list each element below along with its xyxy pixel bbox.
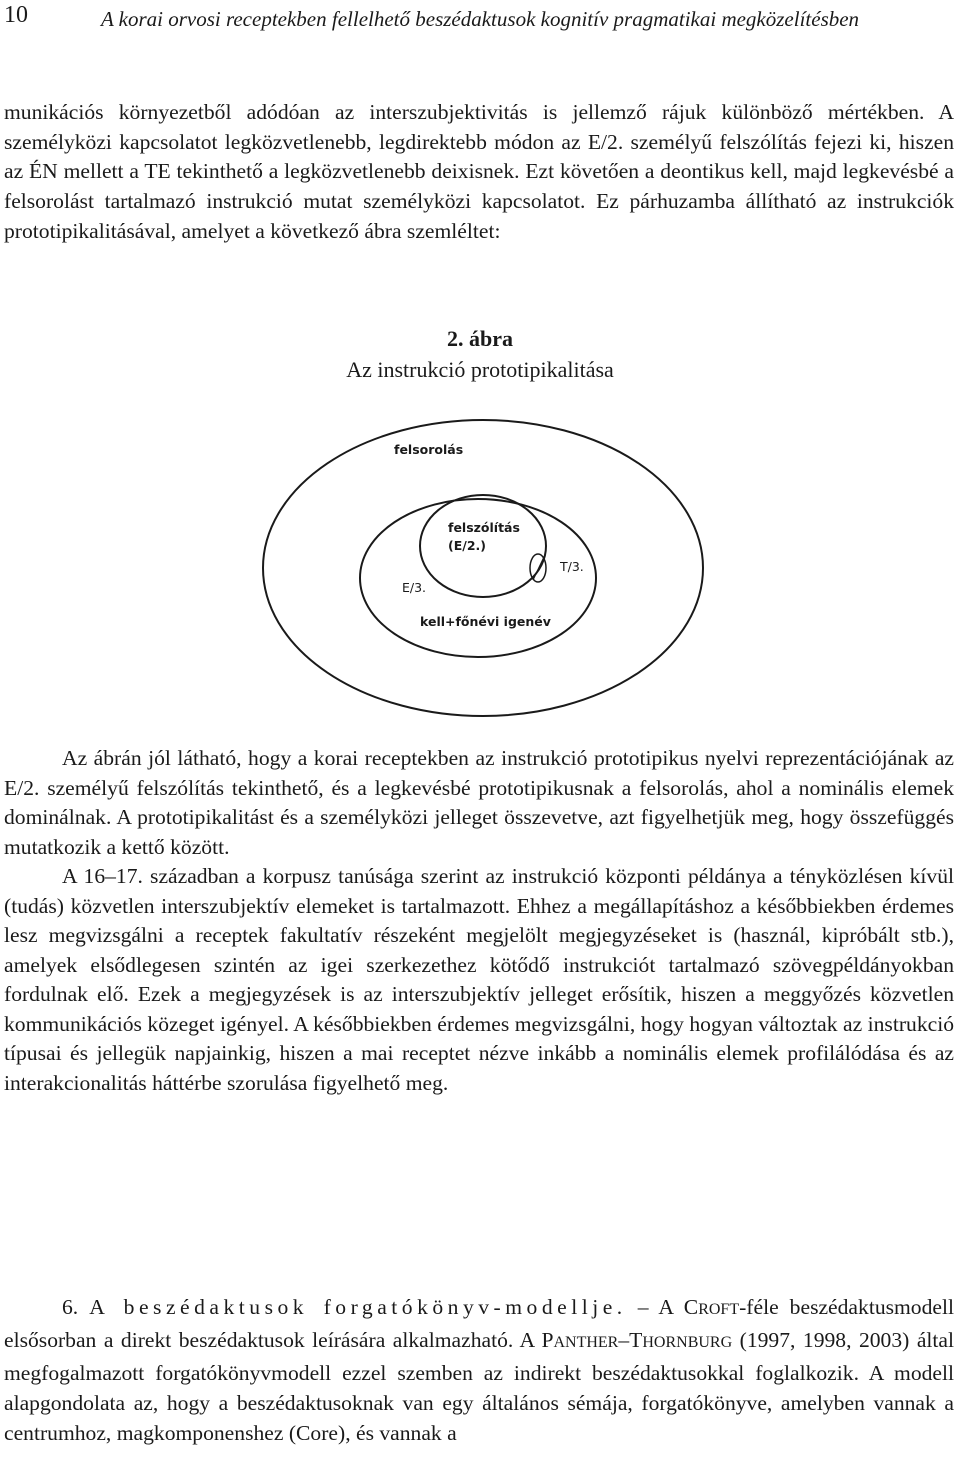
author-thornburg: THORNBURG [629, 1328, 733, 1352]
label-e2: (E/2.) [448, 538, 486, 553]
label-e3: E/3. [402, 580, 427, 595]
prototypicality-diagram [0, 380, 960, 740]
section-heading: A beszédaktusok forgatókönyv-modellje. [89, 1295, 627, 1319]
page-number: 10 [4, 2, 28, 28]
section-number: 6. [62, 1295, 79, 1319]
running-title: A korai orvosi receptekben fellelhető beszédaktusok kognitív pragmatikai megközelítésben [100, 7, 860, 31]
label-t3: T/3. [560, 559, 584, 574]
paragraph-corpus: A 16–17. században a korpusz tanúsága szerint az instrukció központi példánya a tényközlésen kívül (tudás) közvetlen interszubjektív elemeket is tartalmazott. Ehhez a megállapításhoz a későbbiekben érdemes lesz megvizsgálni a receptek fakultatív részeként megjelölt megjegyzéseket is (használ, kipróbált stb.), amelyek elsődlegesen szintén az igei szerkezethez kötődő instrukciót tartalmazó szövegpéldányokban fordulnak elő. Ezek a megjegyzések is az interszubjektív jelleget erősítik, hiszen a meggyőzés közvetlen kommunikációs közeget igényel. A későbbiekben érdemes megvizsgálni, hogy hogyan változtak az instrukció típusai és jellegük napjainkig, hiszen a mai receptet nézve inkább a nominális elemek profilálódása és az interakcionalitás háttérbe szorulása figyelhető meg. [4, 864, 954, 1095]
label-felszolitas: felszólítás [448, 520, 520, 535]
figure-label: 2. ábra [447, 326, 513, 351]
body-text-after-figure [4, 744, 954, 1098]
paragraph-figure-comment: Az ábrán jól látható, hogy a korai receptekben az instrukció prototipikus nyelvi reprezentációjának az E/2. személyű felszólítás tekinthető, és a legkevésbé prototipikusnak a felsorolás, ahol a nominális elemek dominálnak. A prototipikalitást és a személyközi jelleget összevetve, azt figyelhetjük meg, hogy összefüggés mutatkozik a kettő között. [4, 746, 954, 859]
section-6 [4, 1292, 954, 1448]
label-kell: kell+főnévi igenév [420, 614, 551, 629]
t3-slash [533, 557, 544, 580]
figure-title: Az instrukció prototipikalitása [346, 357, 614, 382]
outer-ellipse [263, 420, 703, 716]
author-croft: CROFT [683, 1295, 740, 1319]
section-6-paragraph: 6. A beszédaktusok forgatókönyv-modellje. – A CROFT-féle beszédaktusmodell elsősorban a direkt beszédaktusok leírására alkalmazható. A PANTHER–THORNBURG (1997, 1998, 2003) által megfogalmazott forgatókönyvmodell ezzel szemben az indirekt beszédaktusokkal foglalkozik. A modell alapgondolata az, hogy a beszédaktusoknak van egy általános sémája, forgatókönyve, amelyben vannak a centrumhoz, magkomponenshez (Core), és vannak a [4, 1295, 954, 1445]
label-felsorolas: felsorolás [394, 442, 464, 457]
intro-paragraph: munikációs környezetből adódóan az interszubjektivitás is jellemző rájuk különböző mértékben. A személyközi kapcsolatot legközvetlenebb, legdirektebb módon az E/2. személyű felszólítás fejezi ki, hiszen az ÉN mellett a TE tekinthető a legközvetlenebb deixisnek. Ezt követően a deontikus kell, majd legkevésbé a felsorolást tartalmazó instrukció mutat személyközi kapcsolatot. Ez párhuzamba állítható az instrukciók prototipikalitásával, amelyet a következő ábra szemléltet: [4, 100, 954, 243]
body-text [4, 98, 954, 247]
author-panther: PANTHER [541, 1328, 619, 1352]
